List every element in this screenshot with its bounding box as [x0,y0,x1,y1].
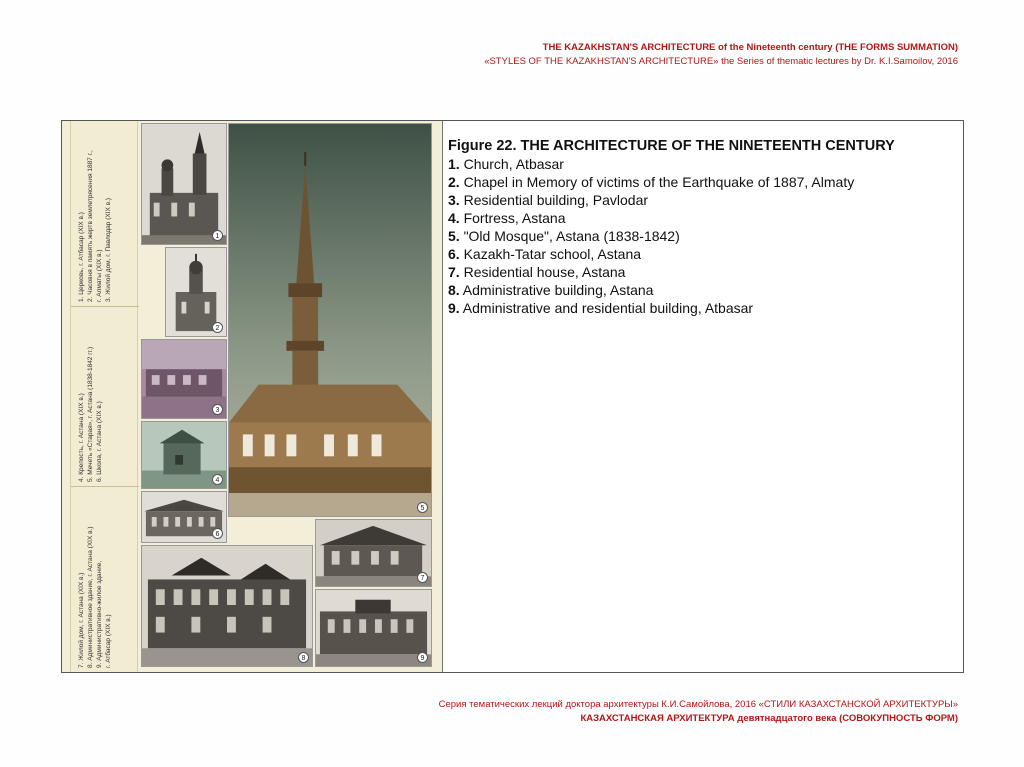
item-text: Church, Atbasar [459,156,564,172]
figure-item [448,173,948,191]
figure-item [448,245,948,263]
item-number: 3. [448,192,460,208]
photo-church-atbasar [141,123,227,245]
item-text: Chapel in Memory of victims of the Earthquake of 1887, Almaty [459,174,855,190]
caption-cell-group-3 [71,487,139,672]
caption-line: 6. Школа, г. Астана (XIX в.) [96,401,103,482]
item-number: 2. [448,174,460,190]
photo-administrative-building-astana [141,545,313,667]
photo-number: 4 [212,474,223,485]
caption-cell-group-2 [71,307,139,487]
figure-caption [448,137,948,317]
photo-residential-house-astana [315,519,432,587]
photo-number: 9 [417,652,428,663]
photo-number: 8 [298,652,309,663]
caption-line: 5. Мечеть «Старая», г. Астана (1838-1842 гг.) [87,346,94,482]
caption-line: 7. Жилой дом, г. Астана (XIX в.) [78,572,85,668]
figure-frame [61,120,964,673]
photo-number: 6 [212,528,223,539]
figure-item [448,263,948,281]
photo-old-mosque-astana [228,123,432,517]
photo-number: 3 [212,404,223,415]
photo-number: 7 [417,572,428,583]
item-number: 5. [448,228,460,244]
item-text: Kazakh-Tatar school, Astana [459,246,642,262]
footer-title-line: КАЗАХСТАНСКАЯ АРХИТЕКТУРА девятнадцатого века (СОВОКУПНОСТЬ ФОРМ) [580,713,958,724]
caption-line: 3. Жилой дом, г. Павлодар (XIX в.) [105,197,112,302]
figure-item [448,299,948,317]
item-text: Administrative building, Astana [459,282,654,298]
header-title: THE KAZAKHSTAN'S ARCHITECTURE of the Nineteenth century (THE FORMS SUMMATION) [542,42,958,53]
caption-line: 9. Административно-жилое здание, [96,560,103,668]
footer-series-line: Серия тематических лекций доктора архитектуры К.И.Самойлова, 2016 «СТИЛИ КАЗАХСТАНСКОЙ АРХИТЕКТУРЫ» [438,699,958,710]
item-number: 9. [448,300,460,316]
slide-footer [439,698,958,726]
slide-header [484,41,958,69]
photo-admin-residential-atbasar [315,589,432,667]
item-number: 7. [448,264,460,280]
item-text: Administrative and residential building, Atbasar [459,300,754,316]
figure-item [448,281,948,299]
item-text: "Old Mosque", Astana (1838-1842) [459,228,680,244]
figure-item [448,227,948,245]
item-text: Residential building, Pavlodar [459,192,649,208]
photo-fortress-astana [141,421,227,489]
caption-cell-group-1 [71,121,139,307]
item-text: Fortress, Astana [459,210,566,226]
item-number: 4. [448,210,460,226]
photo-school-astana [141,491,227,543]
caption-line: г. Атбасар (XIX в.) [105,614,112,668]
caption-line: 4. Крепость, г. Астана (XIX в.) [78,393,85,482]
item-text: Residential house, Astana [459,264,626,280]
figure-item [448,209,948,227]
item-number: 1. [448,156,460,172]
photo-residential-pavlodar [141,339,227,419]
caption-line: 8. Административное здание, г. Астана (XIX в.) [87,526,94,668]
caption-line: 1. Церковь, г. Атбасар (XIX в.) [78,212,85,302]
caption-line: г. Алматы (XIX в.) [96,249,103,302]
photo-number: 1 [212,230,223,241]
figure-item [448,155,948,173]
photo-number: 5 [417,502,428,513]
photo-chapel-almaty [165,247,227,337]
photo-number: 2 [212,322,223,333]
item-number: 6. [448,246,460,262]
caption-line: 2. Часовня в память жертв землетрясения 1887 г., [87,150,94,302]
photo-collage [62,121,443,672]
item-number: 8. [448,282,460,298]
figure-title: Figure 22. THE ARCHITECTURE OF THE NINETEENTH CENTURY [448,138,895,154]
header-subtitle: «STYLES OF THE KAZAKHSTAN'S ARCHITECTURE» the Series of thematic lectures by Dr. K.I.Samoilov, 2016 [484,56,958,67]
figure-item [448,191,948,209]
collage-caption-column [70,121,138,672]
